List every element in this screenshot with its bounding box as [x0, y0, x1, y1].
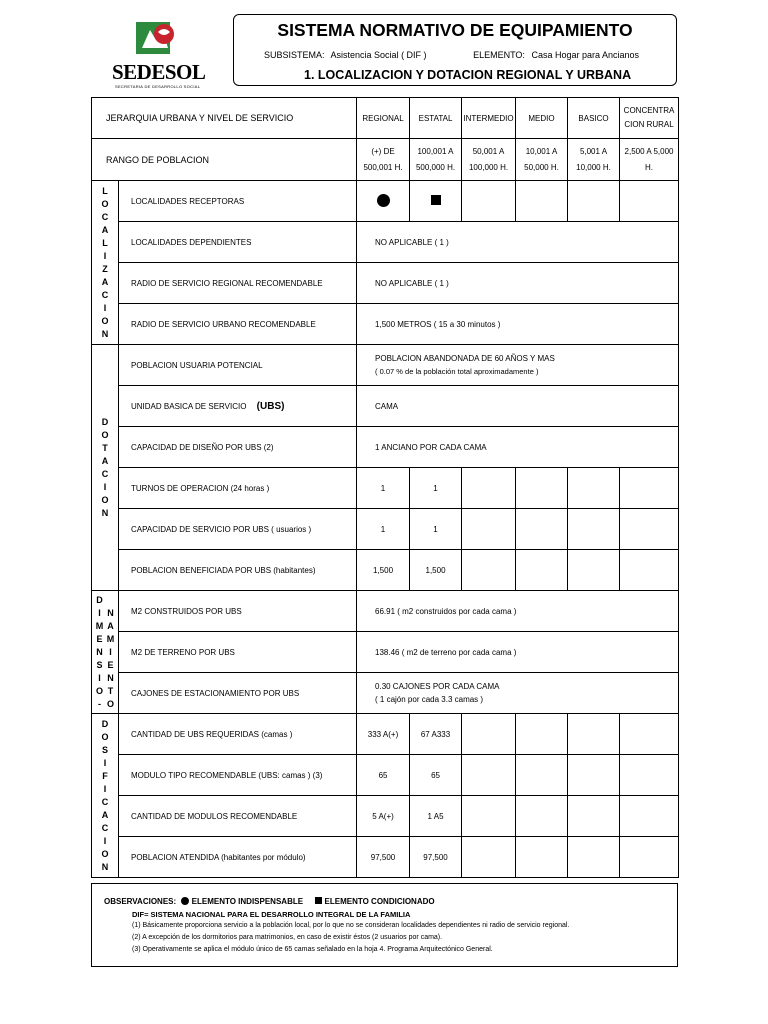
- row-label: POBLACION ATENDIDA (habitantes por módulo): [119, 837, 357, 878]
- condicionado-legend: ELEMENTO CONDICIONADO: [324, 897, 435, 906]
- row-label: CANTIDAD DE UBS REQUERIDAS (camas ): [119, 714, 357, 755]
- sedesol-emblem-icon: [134, 20, 184, 62]
- table-row: [92, 714, 679, 755]
- row-label: LOCALIDADES DEPENDIENTES: [119, 222, 357, 263]
- table-row: [92, 796, 679, 837]
- cell-estatal: 1 A5: [410, 796, 462, 837]
- indispensable-legend: ELEMENTO INDISPENSABLE: [191, 897, 304, 906]
- table-row: [92, 550, 679, 591]
- row-label: POBLACION USUARIA POTENCIAL: [119, 345, 357, 386]
- row-label: RADIO DE SERVICIO URBANO RECOMENDABLE: [119, 304, 357, 345]
- category-localizacion: [92, 181, 119, 345]
- row-value: NO APLICABLE ( 1 ): [357, 222, 679, 263]
- main-table-container: [91, 97, 678, 875]
- hierarchy-row: [92, 98, 679, 139]
- category-label: D O S I F I C A C I O N: [101, 718, 109, 872]
- logo-tagline: SECRETARIA DE DESARROLLO SOCIAL: [115, 84, 201, 89]
- row-label: M2 CONSTRUIDOS POR UBS: [119, 591, 357, 632]
- table-row: [92, 427, 679, 468]
- hierarchy-label: JERARQUIA URBANA Y NIVEL DE SERVICIO: [92, 98, 357, 139]
- cell-estatal: 1: [410, 468, 462, 509]
- filled-square-icon: [315, 897, 322, 904]
- subsystem-label: SUBSISTEMA:: [264, 50, 325, 60]
- cell-estatal: 67 A333: [410, 714, 462, 755]
- pop-range-medio: 10,001 A 50,000 H.: [516, 139, 568, 181]
- cell-regional: 1: [357, 468, 410, 509]
- row-value: 138.46 ( m2 de terreno por cada cama ): [357, 632, 679, 673]
- condicionado-mark: [410, 181, 462, 222]
- indispensable-mark: [357, 181, 410, 222]
- table-row: [92, 509, 679, 550]
- table-row: [92, 755, 679, 796]
- table-row: [92, 468, 679, 509]
- note-1: (1) Básicamente proporciona servicio a la población local, por lo que no se consideran localidades dependientes ni radio de servicio regional.: [132, 922, 570, 929]
- level-estatal: ESTATAL: [410, 98, 462, 139]
- row-label: M2 DE TERRENO POR UBS: [119, 632, 357, 673]
- row-label: LOCALIDADES RECEPTORAS: [119, 181, 357, 222]
- cell-regional: 65: [357, 755, 410, 796]
- category-label: L O C A L I Z A C I O N: [101, 185, 109, 339]
- pop-range-rural: 2,500 A 5,000 H.: [620, 139, 679, 181]
- row-value-line2: ( 0.07 % de la población total aproximadamente ): [375, 367, 539, 376]
- element-label: ELEMENTO:: [473, 50, 525, 60]
- category-dimensionamiento: [92, 591, 119, 714]
- row-value-line1: POBLACION ABANDONADA DE 60 AÑOS Y MAS: [375, 354, 555, 363]
- category-label: N A M I E N T O: [106, 607, 115, 709]
- logo-brand-text: SEDESOL: [112, 60, 206, 84]
- row-value: 1,500 METROS ( 15 a 30 minutos ): [357, 304, 679, 345]
- row-value: 1 ANCIANO POR CADA CAMA: [357, 427, 679, 468]
- filled-circle-icon: [377, 194, 390, 207]
- table-row: [92, 673, 679, 714]
- row-value: NO APLICABLE ( 1 ): [357, 263, 679, 304]
- category-dosificacion: [92, 714, 119, 878]
- row-label: POBLACION BENEFICIADA POR UBS (habitantes): [119, 550, 357, 591]
- filled-square-icon: [431, 195, 441, 205]
- sedesol-logo: [110, 20, 205, 90]
- pop-range-regional: (+) DE 500,001 H.: [357, 139, 410, 181]
- cell-estatal: 1,500: [410, 550, 462, 591]
- row-value: CAMA: [357, 386, 679, 427]
- filled-circle-icon: [181, 897, 189, 905]
- level-medio: MEDIO: [516, 98, 568, 139]
- table-row: [92, 632, 679, 673]
- row-label-text: UNIDAD BASICA DE SERVICIO: [131, 401, 247, 411]
- observations-box: [91, 883, 678, 967]
- table-row: [92, 304, 679, 345]
- population-range-label: RANGO DE POBLACION: [92, 139, 357, 181]
- cell-regional: 1: [357, 509, 410, 550]
- row-label: MODULO TIPO RECOMENDABLE (UBS: camas ) (3): [119, 755, 357, 796]
- row-label: CAJONES DE ESTACIONAMIENTO POR UBS: [119, 673, 357, 714]
- row-label: RADIO DE SERVICIO REGIONAL RECOMENDABLE: [119, 263, 357, 304]
- cell-estatal: 65: [410, 755, 462, 796]
- level-intermedio: INTERMEDIO: [462, 98, 516, 139]
- cell-regional: 1,500: [357, 550, 410, 591]
- document-title: SISTEMA NORMATIVO DE EQUIPAMIENTO: [277, 20, 633, 40]
- row-value: 66.91 ( m2 construidos por cada cama ): [357, 591, 679, 632]
- table-row: [92, 263, 679, 304]
- observations-legend: [104, 897, 435, 906]
- cell-regional: 333 A(+): [357, 714, 410, 755]
- normative-table: [91, 97, 679, 878]
- section-title: 1. LOCALIZACION Y DOTACION REGIONAL Y URBANA: [304, 68, 632, 82]
- table-row: [92, 837, 679, 878]
- cell-estatal: 97,500: [410, 837, 462, 878]
- dif-definition: DIF= SISTEMA NACIONAL PARA EL DESARROLLO INTEGRAL DE LA FAMILIA: [132, 910, 411, 919]
- table-row: [92, 222, 679, 263]
- table-row: [92, 181, 679, 222]
- pop-range-basico: 5,001 A 10,000 H.: [568, 139, 620, 181]
- row-label: TURNOS DE OPERACION (24 horas ): [119, 468, 357, 509]
- category-dotacion: [92, 345, 119, 591]
- category-label: D I M E N S I O -: [95, 594, 104, 709]
- level-concentracion-rural: CONCENTRA CION RURAL: [620, 98, 679, 139]
- row-value-line2: ( 1 cajón por cada 3.3 camas ): [375, 695, 484, 704]
- element-value: Casa Hogar para Ancianos: [531, 50, 640, 60]
- row-label: CAPACIDAD DE DISEÑO POR UBS (2): [119, 427, 357, 468]
- pop-range-estatal: 100,001 A 500,000 H.: [410, 139, 462, 181]
- table-row: [92, 386, 679, 427]
- row-value-line1: 0.30 CAJONES POR CADA CAMA: [375, 682, 500, 691]
- row-label: CANTIDAD DE MODULOS RECOMENDABLE: [119, 796, 357, 837]
- row-label-bold: (UBS): [256, 400, 285, 412]
- category-label: D O T A C I O N: [101, 416, 109, 518]
- document-header: [233, 14, 677, 86]
- level-basico: BASICO: [568, 98, 620, 139]
- pop-range-intermedio: 50,001 A 100,000 H.: [462, 139, 516, 181]
- cell-regional: 97,500: [357, 837, 410, 878]
- row-label: [119, 386, 357, 427]
- level-regional: REGIONAL: [357, 98, 410, 139]
- cell-estatal: 1: [410, 509, 462, 550]
- cell-regional: 5 A(+): [357, 796, 410, 837]
- subsystem-value: Asistencia Social ( DIF ): [330, 50, 427, 60]
- row-value: [357, 345, 679, 386]
- table-row: [92, 591, 679, 632]
- observations-label: OBSERVACIONES:: [104, 897, 177, 906]
- row-value: [357, 673, 679, 714]
- row-label: CAPACIDAD DE SERVICIO POR UBS ( usuarios ): [119, 509, 357, 550]
- population-range-row: [92, 139, 679, 181]
- note-3: (3) Operativamente se aplica el módulo único de 65 camas señalado en la hoja 4. Programa Arquitectónico General.: [132, 946, 493, 953]
- subsystem-line: [264, 50, 643, 60]
- note-2: (2) A excepción de los dormitorios para matrimonios, en caso de existir éstos (2 usuarios por cama).: [132, 934, 443, 941]
- table-row: [92, 345, 679, 386]
